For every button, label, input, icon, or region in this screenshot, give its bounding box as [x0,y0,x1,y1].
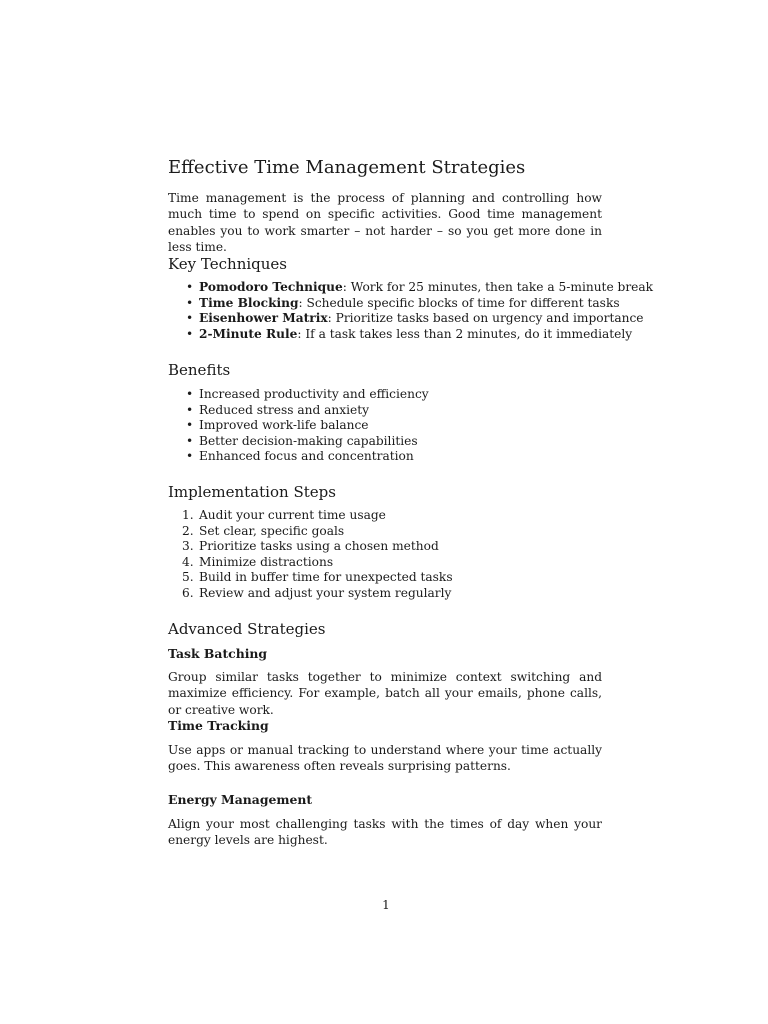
technique-term: 2-Minute Rule [199,326,298,341]
section-heading-benefits: Benefits [168,361,231,379]
bullet-icon: • [186,418,194,432]
document-title: Effective Time Management Strategies [168,157,526,178]
energy-management-paragraph: Align your most challenging tasks with the times of day when your energy levels are highest. [168,817,602,848]
section-heading-advanced: Advanced Strategies [168,620,326,638]
list-item [168,570,608,586]
step-text: Build in buffer time for unexpected tasks [199,570,453,584]
section-heading-techniques: Key Techniques [168,255,287,273]
step-text: Review and adjust your system regularly [199,585,452,600]
techniques-list [168,280,654,342]
benefit-text: Reduced stress and anxiety [199,402,370,417]
step-number: 2. [182,523,194,538]
list-item [168,586,608,602]
step-text: Prioritize tasks using a chosen method [199,539,439,553]
list-item [168,449,608,465]
technique-description: : If a task takes less than 2 minutes, do it immediately [297,326,633,341]
document-page [168,0,654,1024]
bullet-icon: • [186,387,194,401]
steps-list [168,508,608,601]
list-item [168,524,608,540]
list-item [168,418,608,434]
bullet-icon: • [186,280,194,294]
step-text: Set clear, specific goals [199,523,345,538]
bullet-icon: • [186,326,194,341]
task-batching-paragraph: Group similar tasks together to minimize context switching and maximize efficiency. For example, batch all your emails, phone calls, or creative work. [168,670,602,717]
list-item [168,434,608,450]
benefit-text: Better decision-making capabilities [199,433,418,448]
list-item [168,508,608,524]
technique-term: Time Blocking [199,295,299,310]
list-item [168,387,608,403]
list-item [168,295,620,312]
list-item [168,403,608,419]
bullet-icon: • [186,433,194,448]
technique-description: : Prioritize tasks based on urgency and importance [327,311,644,325]
benefit-text: Increased productivity and efficiency [199,387,429,401]
list-item [168,280,654,296]
step-number: 1. [182,508,194,522]
list-item [168,326,633,343]
step-number: 6. [182,585,194,600]
subsection-heading-time-tracking: Time Tracking [168,718,269,733]
list-item [168,311,644,327]
technique-description: : Work for 25 minutes, then take a 5-minute break [342,280,654,294]
step-text: Audit your current time usage [199,508,386,522]
page-number: 1 [382,898,390,912]
benefit-text: Enhanced focus and concentration [199,449,414,463]
bullet-icon: • [186,402,194,417]
bullet-icon: • [186,449,194,463]
step-number: 3. [182,539,194,553]
subsection-heading-task-batching: Task Batching [168,646,268,661]
benefit-text: Improved work-life balance [199,418,369,432]
list-item [168,539,608,555]
step-text: Minimize distractions [199,554,334,569]
technique-term: Eisenhower Matrix [199,311,328,325]
bullet-icon: • [186,295,194,310]
step-number: 4. [182,554,194,569]
technique-description: : Schedule specific blocks of time for different tasks [298,295,620,310]
step-number: 5. [182,570,194,584]
technique-term: Pomodoro Technique [199,280,343,294]
list-item [168,555,608,571]
intro-paragraph: Time management is the process of planning and controlling how much time to spend on specific activities. Good time management enables you to work smarter – not harder – so you get more done in less time. [168,191,602,254]
benefits-list [168,387,608,465]
bullet-icon: • [186,311,194,325]
time-tracking-paragraph: Use apps or manual tracking to understand where your time actually goes. This awareness often reveals surprising patterns. [168,743,602,774]
subsection-heading-energy-management: Energy Management [168,792,313,807]
section-heading-steps: Implementation Steps [168,483,336,501]
